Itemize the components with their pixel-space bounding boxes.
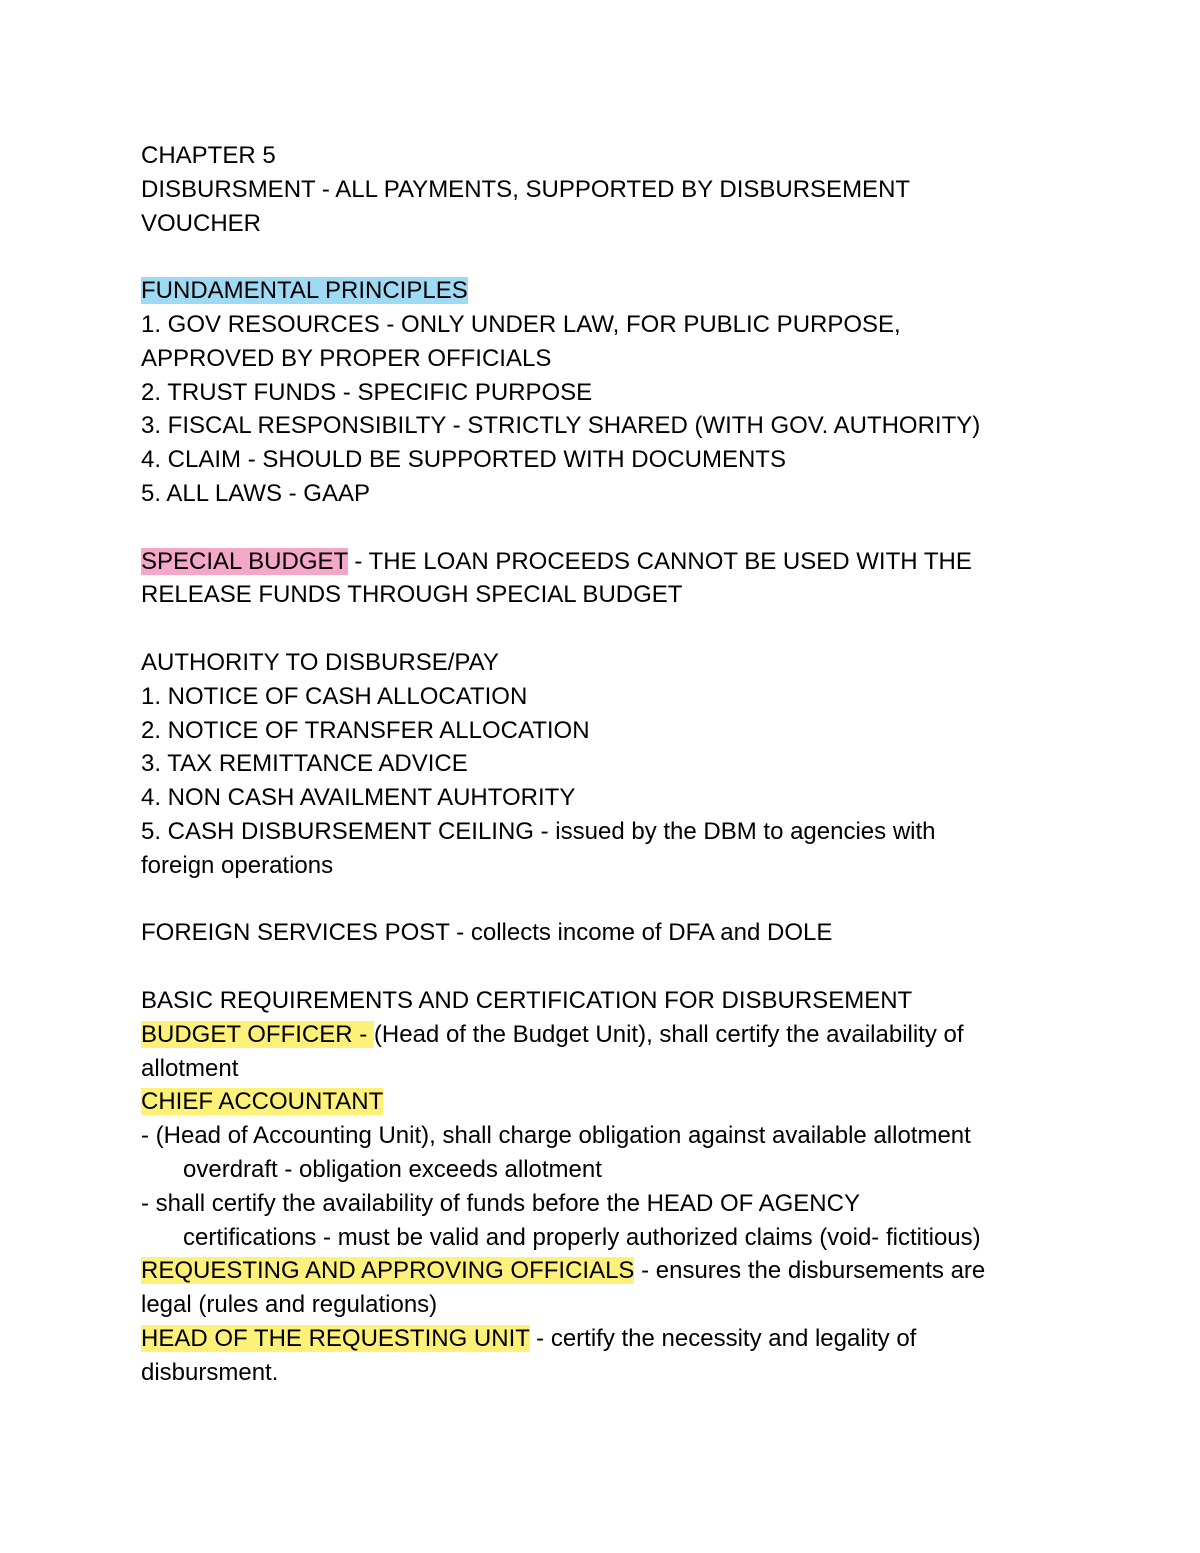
special-budget-term: SPECIAL BUDGET [141,547,348,575]
principle-item: 3. FISCAL RESPONSIBILTY - STRICTLY SHARED (WITH GOV. AUTHORITY) [141,412,981,440]
spacer [141,240,1101,274]
spacer [141,612,1101,646]
authority-item: 5. CASH DISBURSEMENT CEILING - issued by the DBM to agencies with [141,817,936,845]
requesting-officials-line-2: legal (rules and regulations) [141,1291,438,1319]
authority-item: 2. NOTICE OF TRANSFER ALLOCATION [141,716,590,744]
requirements-heading: BASIC REQUIREMENTS AND CERTIFICATION FOR DISBURSEMENT [141,986,913,1014]
budget-officer-line-1 [141,1018,1101,1052]
spacer [141,950,1101,984]
budget-officer-term: BUDGET OFFICER - [141,1020,374,1048]
requesting-officials-term: REQUESTING AND APPROVING OFFICIALS [141,1257,635,1285]
spacer [141,883,1101,917]
authority-item: 4. NON CASH AVAILMENT AUHTORITY [141,784,576,812]
authority-heading: AUTHORITY TO DISBURSE/PAY [141,648,499,676]
special-budget-line-2: RELEASE FUNDS THROUGH SPECIAL BUDGET [141,581,683,609]
head-requesting-unit-term: HEAD OF THE REQUESTING UNIT [141,1324,530,1352]
chief-accountant-line-2: overdraft - obligation exceeds allotment [183,1155,602,1183]
disbursement-definition-line-2: VOUCHER [141,209,262,237]
head-requesting-unit-text: - certify the necessity and legality of [529,1324,917,1352]
head-requesting-unit-line-2: disbursment. [141,1358,279,1386]
principle-item: 5. ALL LAWS - GAAP [141,479,370,507]
chief-accountant-line-4: certifications - must be valid and properly authorized claims (void- fictitious) [183,1223,981,1251]
special-budget-line-1 [141,545,1101,579]
requesting-officials-text: - ensures the disbursements are [634,1257,986,1285]
chief-accountant-heading-line [141,1085,1101,1119]
chief-accountant-line-1: - (Head of Accounting Unit), shall charge obligation against available allotment [141,1122,971,1150]
special-budget-text: - THE LOAN PROCEEDS CANNOT BE USED WITH THE [347,547,972,575]
chapter-title: CHAPTER 5 [141,142,276,169]
principle-item: 1. GOV RESOURCES - ONLY UNDER LAW, FOR PUBLIC PURPOSE, [141,310,901,338]
chief-accountant-line-3: - shall certify the availability of funds before the HEAD OF AGENCY [141,1189,860,1217]
principles-heading-line [141,274,1101,308]
foreign-services-post: FOREIGN SERVICES POST - collects income of DFA and DOLE [141,919,833,947]
principle-item: APPROVED BY PROPER OFFICIALS [141,344,552,372]
spacer [141,511,1101,545]
document-page [141,139,1101,1389]
disbursement-definition-line-1: DISBURSMENT - ALL PAYMENTS, SUPPORTED BY DISBURSEMENT [141,175,911,203]
chief-accountant-term: CHIEF ACCOUNTANT [141,1088,384,1116]
authority-item: foreign operations [141,851,334,879]
authority-item: 3. TAX REMITTANCE ADVICE [141,750,468,778]
budget-officer-text: (Head of the Budget Unit), shall certify the availability of [373,1020,964,1048]
principle-item: 2. TRUST FUNDS - SPECIFIC PURPOSE [141,378,593,406]
principles-heading: FUNDAMENTAL PRINCIPLES [141,277,468,305]
principle-item: 4. CLAIM - SHOULD BE SUPPORTED WITH DOCUMENTS [141,446,786,474]
head-requesting-unit-line-1 [141,1322,1101,1356]
budget-officer-line-2: allotment [141,1054,239,1082]
requesting-officials-line-1 [141,1254,1101,1288]
authority-item: 1. NOTICE OF CASH ALLOCATION [141,682,528,710]
